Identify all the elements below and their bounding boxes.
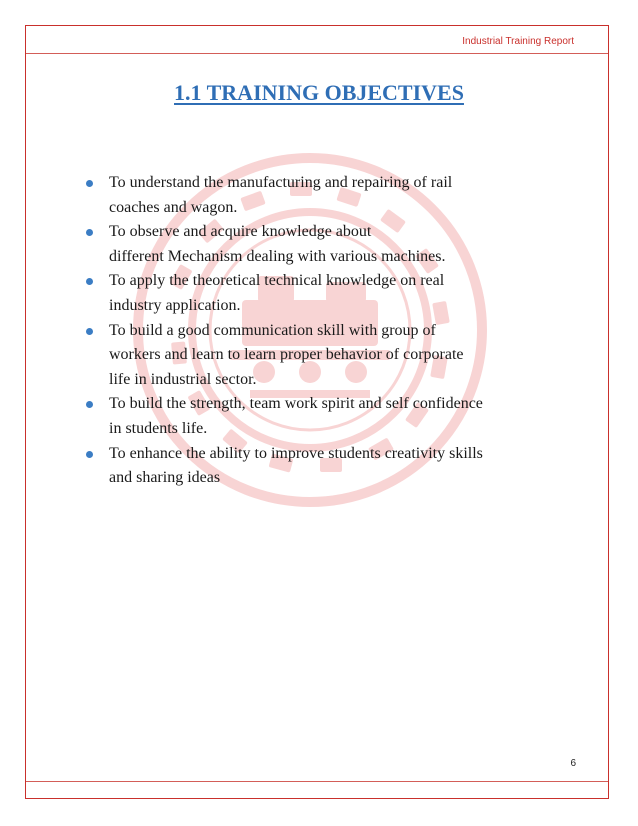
section-title	[0, 78, 638, 108]
objective-line: coaches and wagon.	[109, 198, 238, 216]
objective-line: To observe and acquire knowledge about	[109, 223, 372, 241]
objective-line: and sharing ideas	[109, 469, 221, 487]
page-number: 6	[570, 758, 576, 769]
objectives-list	[80, 171, 600, 491]
objective-line: To build a good communication skill with group of	[109, 321, 436, 339]
bullet-icon	[86, 328, 93, 335]
header-rule	[26, 53, 608, 54]
objective-line: industry application.	[109, 296, 241, 314]
objective-line: in students life.	[109, 419, 208, 437]
bullet-icon	[86, 278, 93, 285]
list-item	[80, 220, 600, 269]
bullet-icon	[86, 229, 93, 236]
objective-line: To apply the theoretical technical knowledge on real	[109, 272, 445, 290]
bullet-icon	[86, 451, 93, 458]
list-item	[80, 171, 600, 220]
objective-line: To build the strength, team work spirit and self confidence	[109, 395, 483, 413]
bullet-icon	[86, 180, 93, 187]
objective-line: To enhance the ability to improve students creativity skills	[109, 444, 483, 462]
objective-line: workers and learn to learn proper behavior of corporate	[109, 346, 464, 364]
objective-line: To understand the manufacturing and repairing of rail	[109, 174, 453, 191]
list-item	[80, 392, 600, 441]
section-title-text: 1.1 TRAINING OBJECTIVES	[174, 80, 464, 105]
bullet-icon	[86, 401, 93, 408]
running-header: Industrial Training Report	[462, 36, 574, 47]
list-item	[80, 442, 600, 491]
list-item	[80, 269, 600, 318]
objective-line: different Mechanism dealing with various machines.	[109, 247, 446, 265]
footer-rule	[26, 781, 608, 782]
list-item	[80, 319, 600, 393]
objective-line: life in industrial sector.	[109, 370, 257, 388]
